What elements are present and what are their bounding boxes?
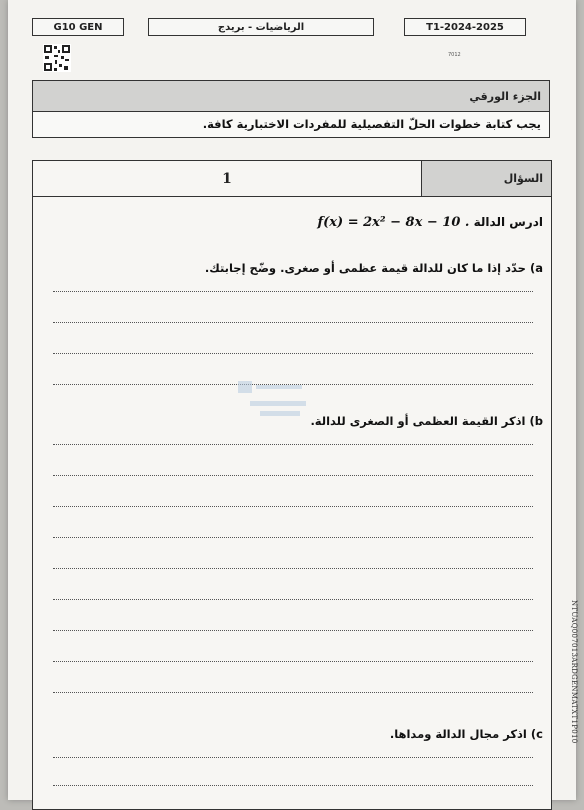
section-instruction: يجب كتابة خطوات الحلّ التفصيلية للمفردات الاختبارية كافة. [202,117,541,131]
question-header [33,161,551,197]
answer-line[interactable] [53,291,533,292]
subject-title: الرياضيات - بريدج [148,18,374,36]
answer-line[interactable] [53,568,533,569]
part-letter: b) [529,414,543,428]
part-c [390,727,543,741]
part-b [310,414,543,428]
exam-page [8,0,576,800]
answer-line[interactable] [53,757,533,758]
question-label: السؤال [421,161,551,196]
qr-code-icon [43,44,71,72]
watermark-icon [220,375,320,425]
question-stem [318,215,543,230]
small-code: 7012 [448,52,461,58]
part-text: حدّد إذا ما كان للدالة قيمة عظمى أو صغرى. وضّح إجابتك. [204,261,526,275]
part-text: اذكر القيمة العظمى أو الصغرى للدالة. [310,414,526,428]
question-box [32,160,552,810]
function-expression: f(x) = 2x² − 8x − 10 . [317,215,470,230]
answer-line[interactable] [53,475,533,476]
answer-line[interactable] [53,322,533,323]
paper-section [32,80,550,138]
answer-line[interactable] [53,506,533,507]
answer-line[interactable] [53,353,533,354]
part-a [205,261,543,275]
answer-line[interactable] [53,661,533,662]
question-number: 1 [222,170,232,187]
watermark-logo [220,375,320,425]
answer-line[interactable] [53,630,533,631]
stem-text: ادرس الدالة [473,215,543,229]
course-code: G10 GEN [32,18,124,36]
answer-line[interactable] [53,599,533,600]
part-letter: c) [530,727,543,741]
term-label: T1-2024-2025 [404,18,526,36]
header-row [32,18,546,38]
answer-line[interactable] [53,692,533,693]
side-code: NTUAQ007013ARDGENMATXT1P010 [570,600,578,744]
answer-line[interactable] [53,537,533,538]
answer-line[interactable] [53,444,533,445]
part-text: اذكر مجال الدالة ومداها. [389,727,527,741]
section-title: الجزء الورقي [33,81,549,112]
part-letter: a) [529,261,543,275]
answer-line[interactable] [53,785,533,786]
